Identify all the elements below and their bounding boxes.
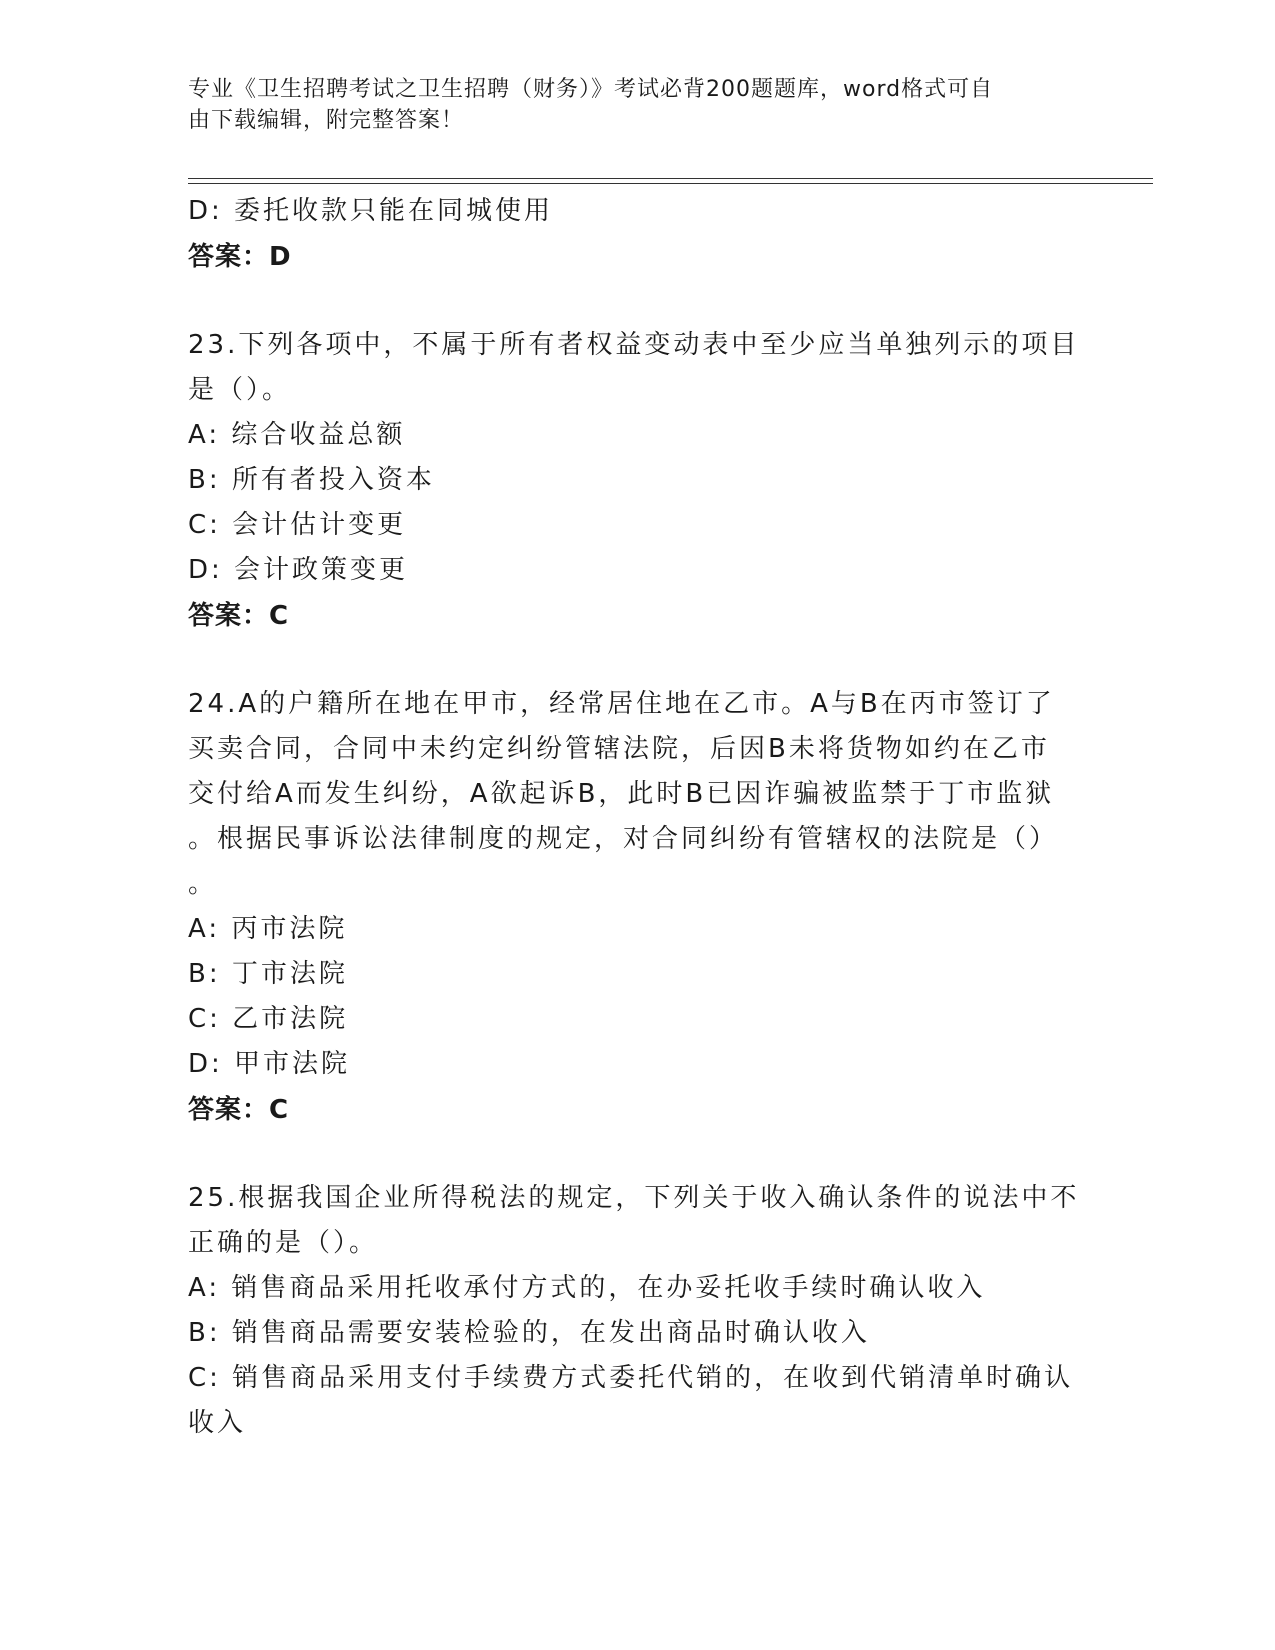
question-24-stem-line-2: 买卖合同，合同中未约定纠纷管辖法院，后因B未将货物如约在乙市 (188, 734, 1050, 764)
question-24-option-b: B: 丁市法院 (188, 959, 348, 989)
question-23-option-d: D: 会计政策变更 (188, 555, 409, 585)
spacer (188, 1133, 1088, 1176)
question-22-option-d: D: 委托收款只能在同城使用 (188, 196, 554, 226)
question-24-answer: 答案：C (188, 1095, 290, 1125)
document-header (188, 74, 1068, 136)
header-line-2: 由下载编辑，附完整答案！ (188, 108, 465, 133)
question-25-option-b: B: 销售商品需要安装检验的，在发出商品时确认收入 (188, 1318, 870, 1348)
question-22-answer: 答案：D (188, 242, 292, 272)
question-content (188, 189, 1088, 1446)
question-24 (188, 682, 1088, 1133)
question-24-stem-line-5: 。 (188, 869, 218, 899)
question-23-stem-line-1: 23.下列各项中，不属于所有者权益变动表中至少应当单独列示的项目 (188, 330, 1080, 360)
question-23-answer: 答案：C (188, 601, 290, 631)
header-divider-bottom (188, 183, 1153, 184)
question-25-stem-line-1: 25.根据我国企业所得税法的规定，下列关于收入确认条件的说法中不 (188, 1183, 1080, 1213)
question-25-stem-line-2: 正确的是（）。 (188, 1228, 379, 1258)
question-25-option-a: A: 销售商品采用托收承付方式的，在办妥托收手续时确认收入 (188, 1273, 986, 1303)
question-24-option-d: D: 甲市法院 (188, 1049, 351, 1079)
question-25-option-c: C: 销售商品采用支付手续费方式委托代销的，在收到代销清单时确认 (188, 1363, 1074, 1393)
question-25 (188, 1176, 1088, 1446)
question-24-stem-line-4: 。根据民事诉讼法律制度的规定，对合同纠纷有管辖权的法院是（） (188, 824, 1059, 854)
spacer (188, 280, 1088, 323)
header-divider-top (188, 178, 1153, 179)
question-24-stem-line-3: 交付给A而发生纠纷，A欲起诉B，此时B已因诈骗被监禁于丁市监狱 (188, 779, 1055, 809)
question-23-option-c: C: 会计估计变更 (188, 510, 407, 540)
question-24-stem-line-1: 24.A的户籍所在地在甲市，经常居住地在乙市。A与B在丙市签订了 (188, 689, 1055, 719)
header-line-1: 专业《卫生招聘考试之卫生招聘（财务）》考试必背200题题库，word格式可自 (188, 77, 994, 102)
question-25-option-c-continued: 收入 (188, 1408, 247, 1438)
question-23-option-b: B: 所有者投入资本 (188, 465, 435, 495)
question-23-option-a: A: 综合收益总额 (188, 420, 406, 450)
question-24-option-c: C: 乙市法院 (188, 1004, 349, 1034)
question-24-option-a: A: 丙市法院 (188, 914, 348, 944)
question-23-stem-line-2: 是（）。 (188, 375, 292, 405)
question-23 (188, 323, 1088, 639)
spacer (188, 639, 1088, 682)
